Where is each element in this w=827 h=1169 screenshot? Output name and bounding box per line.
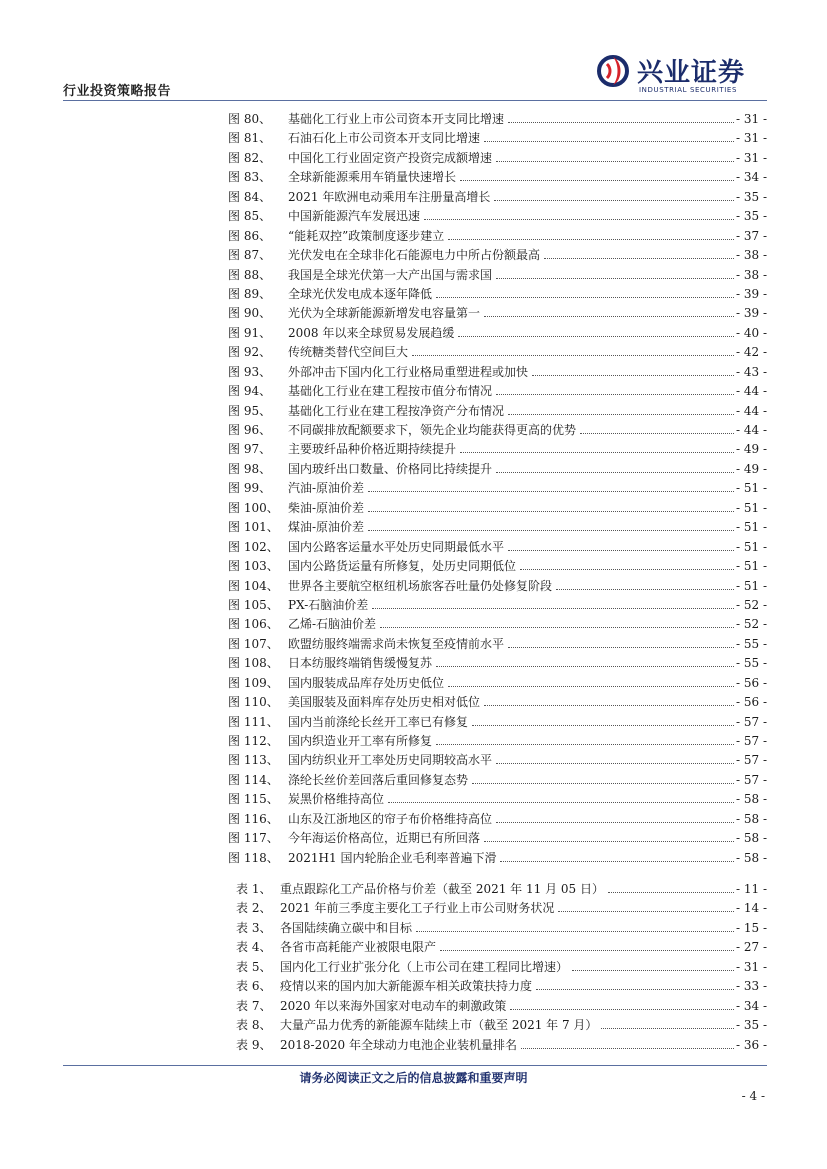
figure-title: 美国服装及面料库存处历史相对低位 [288, 695, 481, 710]
figure-page-number: - 51 - [735, 520, 767, 535]
figure-label: 图 104、 [228, 578, 279, 593]
figure-page-number: - 49 - [735, 442, 767, 457]
figure-page-number: - 34 - [735, 170, 767, 185]
figure-entry[interactable] [228, 596, 767, 615]
dot-leader [484, 841, 734, 842]
dot-leader [580, 433, 734, 434]
table-label: 表 7、 [236, 998, 272, 1013]
dot-leader [484, 705, 734, 706]
table-title: 2018-2020 年全球动力电池企业装机量排名 [280, 1037, 517, 1052]
table-label: 表 1、 [236, 882, 272, 896]
figure-entry[interactable] [228, 810, 767, 829]
figure-title: “能耗双控”政策制度逐步建立 [288, 228, 445, 243]
figure-label: 图 90、 [228, 306, 272, 321]
figure-label: 图 116、 [228, 811, 279, 826]
figure-page-number: - 39 - [735, 306, 767, 321]
figure-entry[interactable] [228, 168, 767, 187]
figure-title: 传统糖类替代空间巨大 [288, 345, 409, 360]
figure-entry[interactable] [228, 654, 767, 673]
logo-english-name: INDUSTRIAL SECURITIES [639, 86, 737, 94]
figure-entry[interactable] [228, 304, 767, 323]
figure-entry[interactable] [228, 149, 767, 168]
dot-leader [520, 569, 734, 570]
figure-page-number: - 44 - [735, 423, 767, 437]
figure-label: 图 101、 [228, 520, 279, 535]
figure-title: 外部冲击下国内化工行业格局重塑进程或加快 [288, 364, 529, 379]
figure-label: 图 110、 [228, 695, 279, 710]
table-entry[interactable] [236, 899, 767, 918]
figure-title: 国内当前涤纶长丝开工率已有修复 [288, 714, 469, 729]
table-page-number: - 27 - [735, 940, 767, 955]
figure-entry[interactable] [228, 440, 767, 459]
figure-page-number: - 58 - [735, 850, 767, 865]
table-page-number: - 31 - [735, 959, 767, 974]
figure-title: 不同碳排放配额要求下，领先企业均能获得更高的优势 [288, 423, 577, 437]
figure-title: 日本纺服终端销售缓慢复苏 [288, 656, 433, 671]
dot-leader [460, 180, 734, 181]
figure-page-number: - 56 - [735, 695, 767, 710]
figure-page-number: - 57 - [735, 734, 767, 748]
figure-title: 今年海运价格高位，近期已有所回落 [288, 831, 481, 846]
figure-entry[interactable] [228, 849, 767, 868]
figure-title: 我国是全球光伏第一大产出国与需求国 [288, 267, 493, 282]
figure-label: 图 89、 [228, 286, 272, 301]
figure-entry[interactable] [228, 382, 767, 401]
figure-page-number: - 51 - [735, 500, 767, 515]
dot-leader [416, 931, 734, 932]
figure-entry[interactable] [228, 499, 767, 518]
figure-title: 世界各主要航空枢纽机场旅客吞吐量仍处修复阶段 [288, 578, 553, 593]
figure-page-number: - 31 - [735, 131, 767, 146]
table-list [236, 880, 767, 1055]
dot-leader [536, 989, 734, 990]
figure-page-number: - 58 - [735, 811, 767, 826]
figure-label: 图 83、 [228, 170, 272, 185]
figure-label: 图 93、 [228, 364, 272, 379]
figure-title: 基础化工行业在建工程按市值分布情况 [288, 384, 493, 399]
figure-label: 图 96、 [228, 423, 272, 437]
figure-entry[interactable] [228, 110, 767, 129]
figure-entry[interactable] [228, 207, 767, 226]
figure-label: 图 86、 [228, 228, 272, 243]
figure-entry[interactable] [228, 343, 767, 362]
dot-leader [368, 511, 734, 512]
figure-entry[interactable] [228, 285, 767, 304]
table-entry[interactable] [236, 977, 767, 996]
figure-page-number: - 57 - [735, 753, 767, 768]
dot-leader [436, 666, 734, 667]
figure-entry[interactable] [228, 460, 767, 479]
figure-label: 图 95、 [228, 403, 272, 418]
dot-leader [372, 608, 734, 609]
figure-page-number: - 55 - [735, 636, 767, 651]
dot-leader [494, 200, 734, 201]
figure-list [228, 110, 767, 868]
figure-page-number: - 44 - [735, 403, 767, 418]
figure-title: 煤油-原油价差 [288, 520, 365, 535]
figure-page-number: - 43 - [735, 364, 767, 379]
table-page-number: - 15 - [735, 920, 767, 935]
table-label: 表 2、 [236, 901, 272, 916]
company-logo [597, 48, 767, 100]
figure-page-number: - 31 - [735, 150, 767, 165]
table-entry[interactable] [236, 919, 767, 938]
dot-leader [458, 336, 734, 337]
figure-title: 乙烯-石脑油价差 [288, 617, 377, 632]
figure-title: 全球新能源乘用车销量快速增长 [288, 170, 457, 185]
table-title: 大量产品力优秀的新能源车陆续上市（截至 2021 年 7 月） [280, 1018, 598, 1033]
figure-page-number: - 35 - [735, 209, 767, 224]
dot-leader [496, 278, 734, 279]
figure-entry[interactable] [228, 693, 767, 712]
figure-label: 图 107、 [228, 636, 279, 651]
figure-label: 图 92、 [228, 345, 272, 360]
figure-page-number: - 51 - [735, 539, 767, 554]
dot-leader [508, 414, 734, 415]
figure-entry[interactable] [228, 538, 767, 557]
figure-entry[interactable] [228, 479, 767, 498]
figure-entry[interactable] [228, 635, 767, 654]
dot-leader [508, 647, 734, 648]
figure-page-number: - 51 - [735, 559, 767, 574]
figure-page-number: - 57 - [735, 714, 767, 729]
figure-label: 图 82、 [228, 150, 272, 165]
figure-entry[interactable] [228, 363, 767, 382]
figure-entry[interactable] [228, 790, 767, 809]
figure-entry[interactable] [228, 518, 767, 537]
figure-title: 国内公路客运量水平处历史同期最低水平 [288, 539, 505, 554]
dot-leader [556, 589, 734, 590]
dot-leader [496, 394, 734, 395]
figure-page-number: - 55 - [735, 656, 767, 671]
figure-label: 图 118、 [228, 850, 279, 865]
figure-label: 图 85、 [228, 209, 272, 224]
figure-label: 图 97、 [228, 442, 272, 457]
figure-entry[interactable] [228, 771, 767, 790]
figure-page-number: - 37 - [735, 228, 767, 243]
figure-title: 国内公路货运量有所修复，处历史同期低位 [288, 559, 517, 574]
figure-page-number: - 42 - [735, 345, 767, 360]
table-label: 表 8、 [236, 1018, 272, 1033]
figure-entry[interactable] [228, 577, 767, 596]
table-entry[interactable] [236, 938, 767, 957]
figure-label: 图 100、 [228, 500, 279, 515]
figure-page-number: - 56 - [735, 675, 767, 690]
dot-leader [496, 161, 734, 162]
table-label: 表 4、 [236, 940, 272, 955]
figure-entry[interactable] [228, 402, 767, 421]
dot-leader [544, 258, 734, 259]
table-page-number: - 36 - [735, 1037, 767, 1052]
figure-label: 图 111、 [228, 714, 279, 729]
table-title: 各省市高耗能产业被限电限产 [280, 940, 437, 955]
document-type-label: 行业投资策略报告 [63, 84, 172, 99]
table-entry[interactable] [236, 1016, 767, 1035]
table-entry[interactable] [236, 1036, 767, 1055]
dot-leader [532, 375, 734, 376]
figure-entry[interactable] [228, 751, 767, 770]
figure-entry[interactable] [228, 324, 767, 343]
dot-leader [472, 725, 734, 726]
figure-label: 图 87、 [228, 248, 272, 263]
figure-entry[interactable] [228, 129, 767, 148]
dot-leader [508, 122, 734, 123]
figure-title: 国内织造业开工率有所修复 [288, 734, 433, 748]
figure-entry[interactable] [228, 674, 767, 693]
table-label: 表 3、 [236, 920, 272, 935]
dot-leader [496, 763, 734, 764]
figure-page-number: - 31 - [735, 112, 767, 126]
disclaimer-text: 请务必阅读正文之后的信息披露和重要声明 [299, 1071, 528, 1085]
dot-leader [521, 1048, 734, 1049]
figure-title: 涤纶长丝价差回落后重回修复态势 [288, 772, 469, 787]
figure-title: 国内服装成品库存处历史低位 [288, 675, 445, 690]
dot-leader [558, 911, 734, 912]
figure-page-number: - 58 - [735, 831, 767, 846]
figure-entry[interactable] [228, 246, 767, 265]
dot-leader [484, 141, 734, 142]
figure-title: 欧盟纺服终端需求尚未恢复至疫情前水平 [288, 636, 505, 651]
figure-title: 2021 年欧洲电动乘用车注册量高增长 [288, 189, 491, 204]
figure-label: 图 80、 [228, 112, 272, 126]
dot-leader [424, 219, 734, 220]
table-page-number: - 14 - [735, 901, 767, 916]
figure-label: 图 94、 [228, 384, 272, 399]
dot-leader [368, 530, 734, 531]
figure-title: 基础化工行业在建工程按净资产分布情况 [288, 403, 505, 418]
dot-leader [440, 950, 734, 951]
logo-chinese-name: 兴业证券 [637, 58, 746, 88]
figure-page-number: - 51 - [735, 578, 767, 593]
figure-title: 主要玻纤品种价格近期持续提升 [288, 442, 457, 457]
table-label: 表 6、 [236, 979, 272, 994]
figure-label: 图 99、 [228, 481, 272, 496]
table-title: 国内化工行业扩张分化（上市公司在建工程同比增速） [280, 959, 569, 974]
dot-leader [572, 970, 734, 971]
figure-entry[interactable] [228, 732, 767, 751]
dot-leader [510, 1009, 734, 1010]
table-page-number: - 11 - [735, 882, 767, 896]
figure-label: 图 113、 [228, 753, 279, 768]
figure-label: 图 108、 [228, 656, 279, 671]
figure-entry[interactable] [228, 266, 767, 285]
figure-page-number: - 51 - [735, 481, 767, 496]
figure-title: 国内玻纤出口数量、价格同比持续提升 [288, 461, 493, 476]
figure-label: 图 103、 [228, 559, 279, 574]
figure-page-number: - 44 - [735, 384, 767, 399]
figure-label: 图 84、 [228, 189, 272, 204]
figure-title: 基础化工行业上市公司资本开支同比增速 [288, 112, 505, 126]
figure-title: 2008 年以来全球贸易发展趋缓 [288, 325, 455, 340]
header-divider [63, 100, 767, 101]
figure-title: PX-石脑油价差 [288, 597, 369, 612]
table-title: 重点跟踪化工产品价格与价差（截至 2021 年 11 月 05 日） [280, 882, 604, 896]
figure-page-number: - 57 - [735, 772, 767, 787]
dot-leader [436, 297, 734, 298]
table-entry[interactable] [236, 958, 767, 977]
figure-entry[interactable] [228, 227, 767, 246]
table-entry[interactable] [236, 997, 767, 1016]
dot-leader [500, 861, 734, 862]
figure-page-number: - 49 - [735, 461, 767, 476]
figure-entry[interactable] [228, 829, 767, 848]
table-label: 表 5、 [236, 959, 272, 974]
figure-title: 汽油-原油价差 [288, 481, 365, 496]
figure-title: 2021H1 国内轮胎企业毛利率普遍下滑 [288, 850, 497, 865]
figure-label: 图 105、 [228, 597, 279, 612]
dot-leader [496, 822, 734, 823]
dot-leader [601, 1028, 734, 1029]
figure-entry[interactable] [228, 188, 767, 207]
figure-title: 中国新能源汽车发展迅速 [288, 209, 421, 224]
figure-entry[interactable] [228, 557, 767, 576]
figure-title: 石油石化上市公司资本开支同比增速 [288, 131, 481, 146]
footer-divider [63, 1065, 767, 1066]
page-number: - 4 - [741, 1089, 765, 1103]
figure-page-number: - 39 - [735, 286, 767, 301]
figure-title: 炭黑价格维持高位 [288, 792, 385, 807]
figure-label: 图 115、 [228, 792, 279, 807]
figure-title: 全球光伏发电成本逐年降低 [288, 286, 433, 301]
figure-page-number: - 35 - [735, 189, 767, 204]
figure-label: 图 102、 [228, 539, 279, 554]
figure-label: 图 81、 [228, 131, 272, 146]
figure-label: 图 98、 [228, 461, 272, 476]
figure-page-number: - 38 - [735, 267, 767, 282]
figure-title: 柴油-原油价差 [288, 500, 365, 515]
dot-leader [484, 316, 734, 317]
table-title: 2021 年前三季度主要化工子行业上市公司财务状况 [280, 901, 555, 916]
figure-page-number: - 40 - [735, 325, 767, 340]
dot-leader [472, 783, 734, 784]
dot-leader [460, 452, 734, 453]
dot-leader [368, 491, 734, 492]
dot-leader [380, 627, 734, 628]
dot-leader [388, 802, 734, 803]
figure-label: 图 91、 [228, 325, 272, 340]
table-page-number: - 33 - [735, 979, 767, 994]
dot-leader [496, 472, 734, 473]
table-label: 表 9、 [236, 1037, 272, 1052]
figure-title: 光伏发电在全球非化石能源电力中所占份额最高 [288, 248, 541, 263]
logo-mark-icon [597, 54, 629, 88]
table-page-number: - 34 - [735, 998, 767, 1013]
table-page-number: - 35 - [735, 1018, 767, 1033]
figure-title: 国内纺织业开工率处历史同期较高水平 [288, 753, 493, 768]
dot-leader [448, 239, 734, 240]
dot-leader [436, 744, 734, 745]
figure-entry[interactable] [228, 421, 767, 440]
figure-entry[interactable] [228, 615, 767, 634]
figure-title: 光伏为全球新能源新增发电容量第一 [288, 306, 481, 321]
table-title: 疫情以来的国内加大新能源车相关政策扶持力度 [280, 979, 533, 994]
figure-label: 图 88、 [228, 267, 272, 282]
figure-label: 图 106、 [228, 617, 279, 632]
dot-leader [412, 355, 734, 356]
figure-title: 中国化工行业固定资产投资完成额增速 [288, 150, 493, 165]
dot-leader [448, 686, 734, 687]
page-header [0, 0, 827, 106]
table-title: 2020 年以来海外国家对电动车的刺激政策 [280, 998, 507, 1013]
figure-title: 山东及江浙地区的帘子布价格维持高位 [288, 811, 493, 826]
table-entry[interactable] [236, 880, 767, 899]
figure-label: 图 112、 [228, 734, 279, 748]
figure-page-number: - 58 - [735, 792, 767, 807]
figure-label: 图 109、 [228, 675, 279, 690]
dot-leader [608, 892, 734, 893]
table-title: 各国陆续确立碳中和目标 [280, 920, 413, 935]
dot-leader [508, 550, 734, 551]
figure-label: 图 117、 [228, 831, 279, 846]
figure-entry[interactable] [228, 713, 767, 732]
figure-page-number: - 52 - [735, 597, 767, 612]
figure-page-number: - 52 - [735, 617, 767, 632]
figure-page-number: - 38 - [735, 248, 767, 263]
figure-label: 图 114、 [228, 772, 279, 787]
